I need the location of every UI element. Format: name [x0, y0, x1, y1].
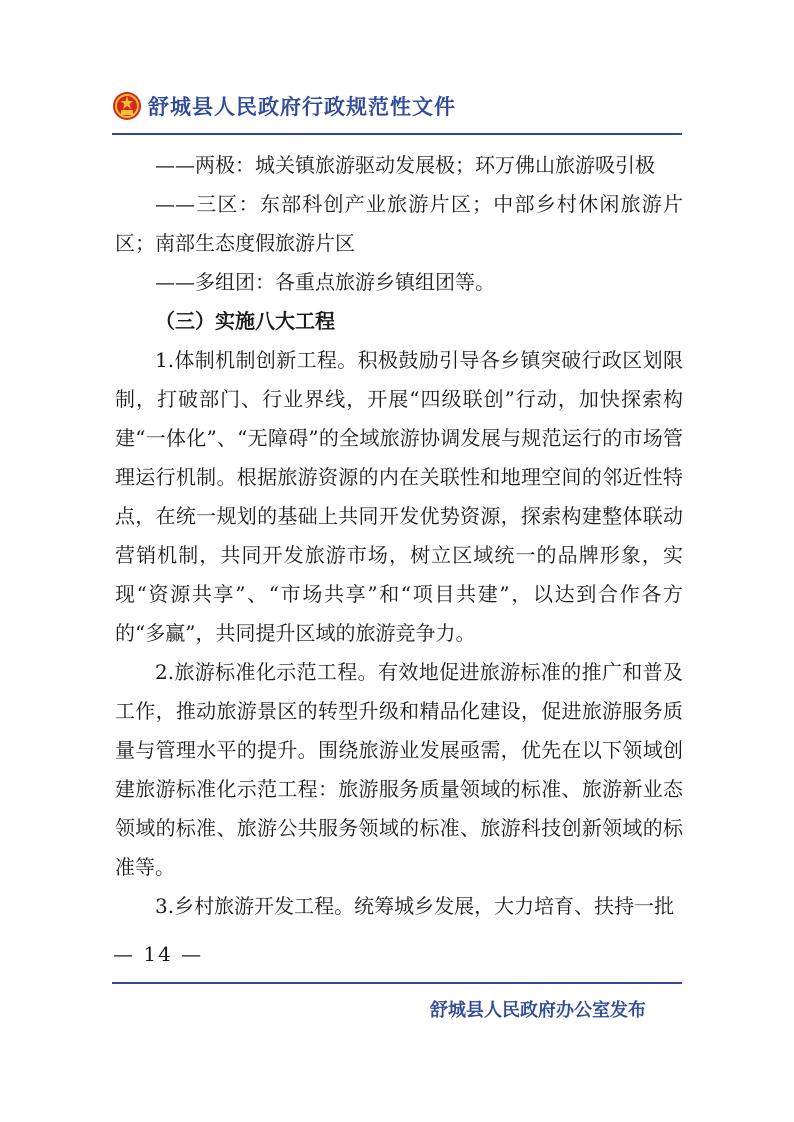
page-number: — 14 — [113, 942, 204, 966]
paragraph-standardization: 2.旅游标准化示范工程。有效地促进旅游标准的推广和普及工作，推动旅游景区的转型升级和精品化建设，促进旅游服务质量与管理水平的提升。围绕旅游业发展亟需，优先在以下领域创建旅游标准化示范工程：旅游服务质量领域的标准、旅游新业态领域的标准、旅游公共服务领域的标准、旅游科技创新领域的标准等。 [115, 660, 683, 879]
document-header [112, 86, 456, 126]
body-line-clusters: ——多组团：各重点旅游乡镇组团等。 [155, 270, 495, 294]
footer-publisher: 舒城县人民政府办公室发布 [430, 1000, 646, 1021]
paragraph-rural-tourism: 3.乡村旅游开发工程。统筹城乡发展，大力培育、扶持一批 [155, 894, 675, 918]
section-heading: （三）实施八大工程 [155, 309, 335, 333]
document-body [115, 146, 683, 926]
header-title: 舒城县人民政府行政规范性文件 [148, 95, 456, 119]
paragraph-institutional-innovation: 1.体制机制创新工程。积极鼓励引导各乡镇突破行政区划限制，打破部门、行业界线，开展“四级联创”行动，加快探索构建“一体化”、“无障碍”的全域旅游协调发展与规范运行的市场管理运行机制。根据旅游资源的内在关联性和地理空间的邻近性特点，在统一规划的基础上共同开发优势资源，探索构建整体联动营销机制，共同开发旅游市场，树立区域统一的品牌形象，实现“资源共享”、“市场共享”和“项目共建”，以达到合作各方的“多赢”，共同提升区域的旅游竞争力。 [115, 348, 683, 645]
body-line-three-zones: ——三区：东部科创产业旅游片区；中部乡村休闲旅游片区；南部生态度假旅游片区 [115, 192, 683, 255]
header-divider [112, 133, 682, 135]
national-emblem-icon [112, 91, 142, 121]
footer-divider [112, 982, 682, 984]
body-line-two-poles: ——两极：城关镇旅游驱动发展极；环万佛山旅游吸引极 [155, 153, 655, 177]
